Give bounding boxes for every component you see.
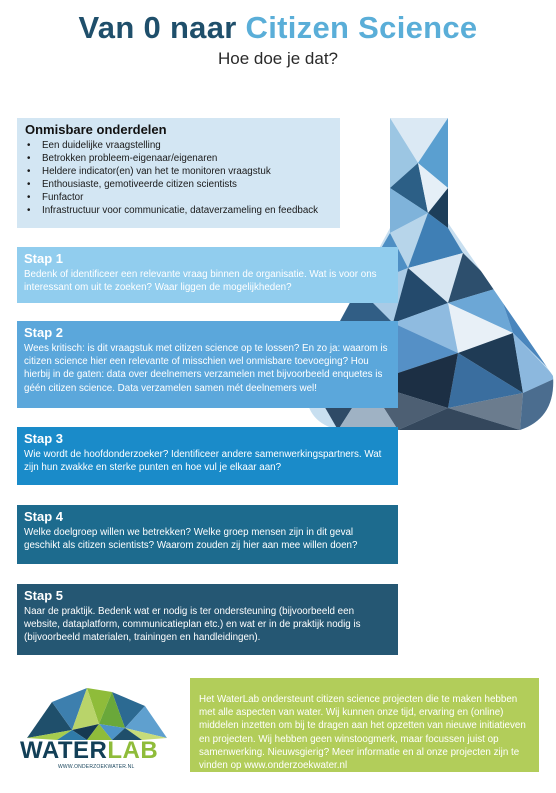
page-title — [0, 10, 556, 46]
step-3-heading: Stap 3 — [24, 431, 64, 446]
step-2-text: Wees kritisch: is dit vraagstuk met citizen science op te lossen? En zo ja: waarom is citizen science hier een relevante of misschien wel onmisbare toevoeging? Hou hierbij in de gaten: data over deelnemers verzamelen met bijvoorbeeld enquetes is géén citizen science. Data verzamelen samen mét deelnemers wel! — [24, 343, 388, 394]
essentials-item: • Funfactor — [25, 191, 332, 204]
step-3-text: Wie wordt de hoofdonderzoeker? Identificeer andere samenwerkingspartners. Wat zijn hun zwakke en sterke punten en hoe vul je elkaar aan? — [24, 449, 382, 474]
step-1-heading: Stap 1 — [24, 251, 64, 266]
step-5-heading: Stap 5 — [24, 588, 64, 603]
info-box — [190, 678, 539, 772]
wordmark-water: WATER — [20, 737, 108, 764]
step-2-box — [17, 321, 398, 408]
essentials-item: • Heldere indicator(en) van het te monitoren vraagstuk — [25, 165, 332, 178]
essentials-box — [17, 118, 340, 228]
wordmark-lab: LAB — [107, 737, 159, 764]
step-2-heading: Stap 2 — [24, 325, 64, 340]
essentials-item: • Infrastructuur voor communicatie, dataverzameling en feedback — [25, 204, 332, 217]
step-1-text: Bedenk of identificeer een relevante vraag binnen de organisatie. Wat is voor ons interessant om uit te zoeken? Waar liggen de mogelijkheden? — [24, 269, 377, 294]
essentials-list — [25, 139, 332, 218]
essentials-item: • Betrokken probleem-eigenaar/eigenaren — [25, 152, 332, 165]
logo-url: WWW.ONDERZOEKWATER.NL — [58, 764, 135, 770]
step-5-text: Naar de praktijk. Bedenk wat er nodig is ter ondersteuning (bijvoorbeeld een website, dataplatform, communicatieplan etc.) en wat er in de praktijk nodig is (bijvoorbeeld materialen, trainingen en handleidingen). — [24, 606, 361, 644]
step-4-heading: Stap 4 — [24, 509, 64, 524]
page-subtitle: Hoe doe je dat? — [217, 49, 339, 68]
title-part-1: Van 0 naar — [78, 10, 237, 45]
step-3-box — [17, 427, 398, 485]
title-part-2: Citizen Science — [245, 10, 478, 45]
step-4-box — [17, 505, 398, 564]
step-4-text: Welke doelgroep willen we betrekken? Welke groep mensen zijn in dit geval geschikt als citizen scientists? Waarom zouden zij hier aan mee willen doen? — [24, 527, 358, 552]
waterlab-wordmark — [20, 737, 178, 765]
essentials-item: • Een duidelijke vraagstelling — [25, 139, 332, 152]
step-1-box — [17, 247, 398, 303]
info-text: Het WaterLab ondersteunt citizen science projecten die te maken hebben met alle aspecten van water. Wij kunnen onze tijd, ervaring en (online) middelen inzetten om bij te dragen aan het opzetten van nieuwe initiatieven en projecten. Wij hebben geen winstoogmerk, maar focussen juist op samenwerking. Nieuwsgierig? Meer informatie en al onze projecten zijn te vinden op www.onderzoekwater.nl — [199, 693, 526, 772]
essentials-heading: Onmisbare onderdelen — [25, 122, 167, 137]
step-5-box — [17, 584, 398, 655]
essentials-item: • Enthousiaste, gemotiveerde citizen scientists — [25, 178, 332, 191]
